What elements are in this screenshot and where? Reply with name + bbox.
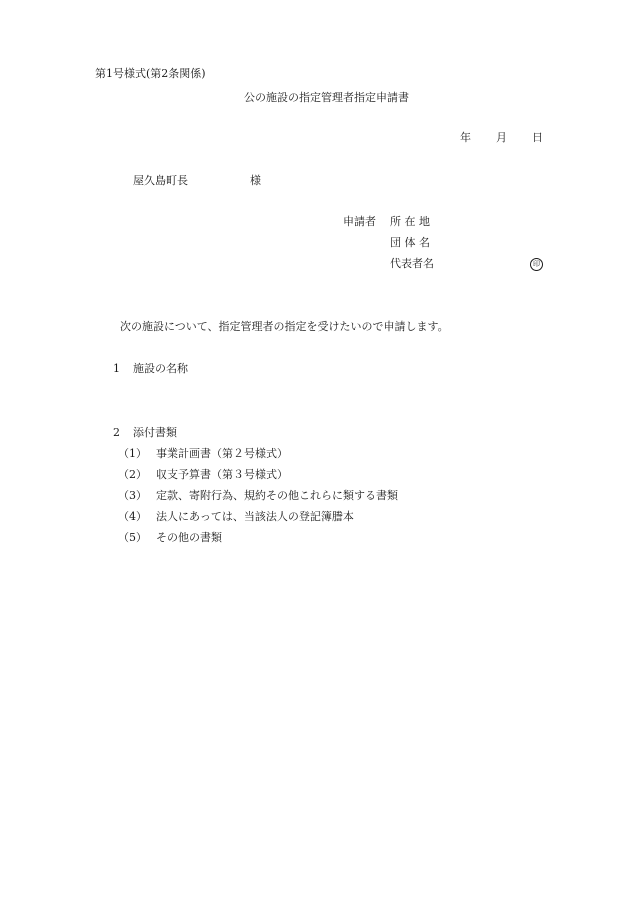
attachment-text: その他の書類 xyxy=(156,531,222,544)
section1-title: 施設の名称 xyxy=(133,362,188,375)
date-day: 日 xyxy=(532,131,543,144)
applicant-heading: 申請者 xyxy=(343,215,376,228)
form-number: 第1号様式(第2条関係) xyxy=(95,67,206,80)
attachment-item xyxy=(118,469,288,480)
section2-number: 2 xyxy=(113,426,120,439)
attachment-text: 収支予算書（第３号様式） xyxy=(156,468,288,481)
seal-mark: 印 xyxy=(530,258,543,271)
body-text: 次の施設について、指定管理者の指定を受けたいので申請します。 xyxy=(120,320,449,333)
section1-number: 1 xyxy=(113,362,120,375)
attachment-text: 法人にあっては、当該法人の登記簿謄本 xyxy=(156,510,354,523)
applicant-org-label: 団 体 名 xyxy=(390,236,430,249)
attachment-item xyxy=(118,448,288,459)
attachment-item xyxy=(118,532,222,543)
attachment-number: （2） xyxy=(118,468,147,481)
date-month: 月 xyxy=(496,131,507,144)
attachment-item xyxy=(118,511,354,522)
attachment-number: （4） xyxy=(118,510,147,523)
attachment-number: （5） xyxy=(118,531,147,544)
attachment-text: 事業計画書（第２号様式） xyxy=(156,447,288,460)
applicant-rep-label: 代表者名 xyxy=(390,257,434,270)
attachment-number: （3） xyxy=(118,489,147,502)
date-year: 年 xyxy=(460,131,471,144)
addressee-honorific: 様 xyxy=(250,174,261,187)
applicant-address-label: 所 在 地 xyxy=(390,215,430,228)
attachment-text: 定款、寄附行為、規約その他これらに類する書類 xyxy=(156,489,398,502)
addressee-name: 屋久島町長 xyxy=(133,174,188,187)
document-title: 公の施設の指定管理者指定申請書 xyxy=(244,91,409,104)
attachment-item xyxy=(118,490,398,501)
attachment-number: （1） xyxy=(118,447,147,460)
section2-title: 添付書類 xyxy=(133,426,177,439)
